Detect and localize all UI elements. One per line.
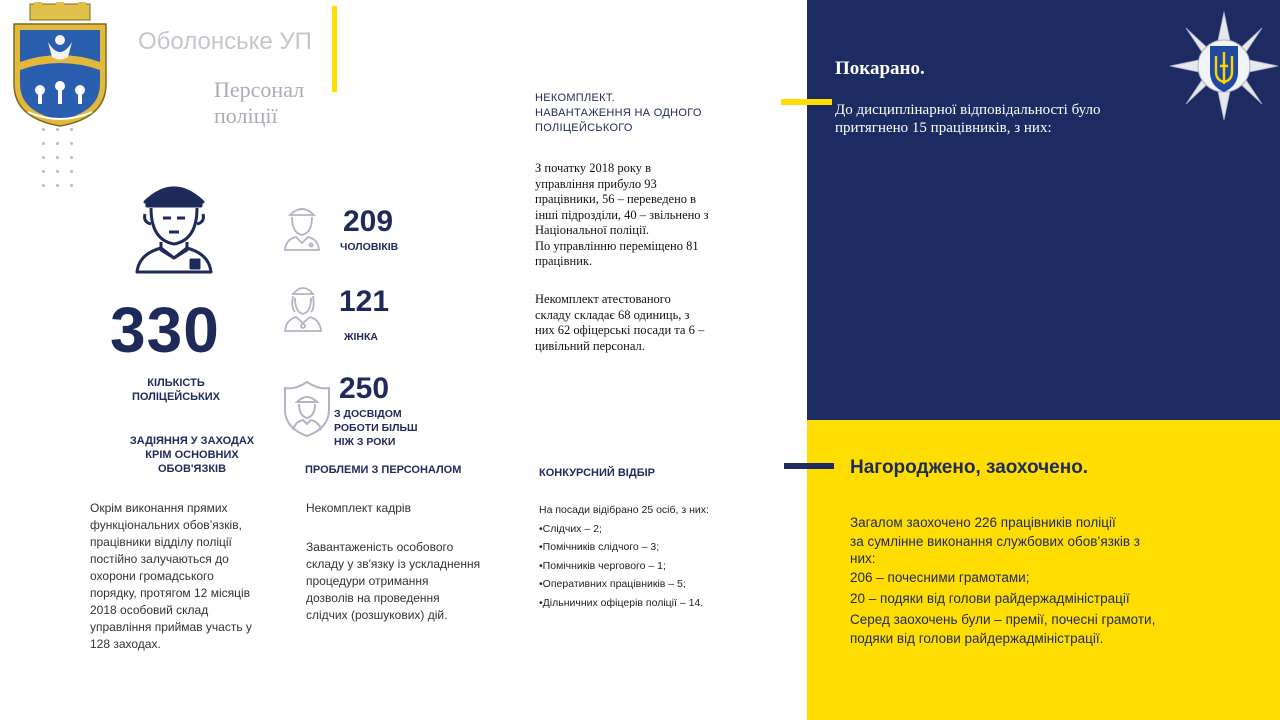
police-star-icon: [1168, 10, 1280, 122]
men-label: ЧОЛОВІКІВ: [340, 241, 399, 253]
shield-officer-icon: [283, 380, 331, 438]
list-item: •Помічників чергового – 1;: [539, 559, 666, 572]
title-accent-bar: [332, 6, 337, 92]
shortage-heading: НЕКОМПЛЕКТ. НАВАНТАЖЕННЯ НА ОДНОГО ПОЛІЦЕЙСЬКОГО: [535, 92, 702, 134]
total-label: КІЛЬКІСТЬ ПОЛІЦЕЙСЬКИХ: [131, 377, 221, 403]
awarded-accent-bar: [784, 463, 834, 469]
police-officer-icon: [131, 178, 217, 274]
women-count: 121: [339, 285, 390, 318]
shortage-paragraph-2: Некомплект атестованого складу складає 68 одиниць, з них 62 офіцерські посади та 6 – цивільний персонал.: [535, 292, 705, 353]
women-label: ЖІНКА: [344, 331, 378, 343]
list-item: •Слідчих – 2;: [539, 522, 602, 535]
problems-item-shortage: Некомплект кадрів: [306, 501, 411, 515]
list-item: •Оперативних працівників – 5;: [539, 578, 686, 590]
punished-accent-bar: [781, 99, 832, 105]
coat-of-arms-icon: [8, 2, 112, 130]
shortage-paragraph-1: З початку 2018 року в управління прибуло 93 працівники, 56 – переведено в інші підрозділи, 40 – звільнено з Національної поліції. По управлінню переміщено 81 працівник.: [535, 161, 709, 268]
men-count: 209: [343, 205, 394, 238]
involvement-text: Окрім виконання прямих функціональних обов’язків, працівники відділу поліції постійно залучаються до охорони громадського порядку, протягом 12 місяців 2018 особовий склад управління приймав участь у 128 заходах.: [90, 501, 252, 651]
competition-list: [539, 501, 709, 612]
problems-heading: ПРОБЛЕМИ З ПЕРСОНАЛОМ: [305, 464, 462, 476]
total-count: 330: [110, 294, 220, 366]
list-item: •Дільничних офіцерів поліції – 14.: [539, 596, 704, 609]
page-subtitle: Персонал поліції: [214, 77, 305, 128]
competition-intro: На посади відібрано 25 осіб, з них:: [539, 504, 709, 516]
awarded-text: Загалом заохочено 226 працівників поліції за сумлінне виконання службових обов’язків з них: 206 – почесними грамотами; 20 – подяки від голови райдержадміністрації Серед заохочень були – премії, почесні грамоти, подяки від голови райдержадміністрації.: [850, 515, 1156, 646]
male-officer-icon: [282, 203, 322, 251]
competition-heading: КОНКУРСНИЙ ВІДБІР: [539, 467, 655, 479]
problems-item-workload: Завантаженість особового складу у зв'язку із ускладнення процедури отримання дозволів на проведення слідчих (розшукових) дій.: [306, 540, 481, 622]
involvement-heading: ЗАДІЯННЯ У ЗАХОДАХ КРІМ ОСНОВНИХ ОБОВ'ЯЗКІВ: [129, 435, 255, 475]
page-title: Оболонське УП: [138, 28, 312, 55]
female-officer-icon: [282, 282, 324, 332]
awarded-heading: Нагороджено, заохочено.: [850, 457, 1089, 478]
list-item: •Помічників слідчого – 3;: [539, 541, 660, 553]
experience-label: З ДОСВІДОМ РОБОТИ БІЛЬШ НІЖ З РОКИ: [334, 408, 418, 448]
punished-text: До дисциплінарної відповідальності було притягнено 15 працівників, з них:: [835, 102, 1101, 136]
decorative-dots: [42, 128, 74, 190]
punished-heading: Покарано.: [835, 58, 925, 79]
experience-count: 250: [339, 372, 390, 405]
